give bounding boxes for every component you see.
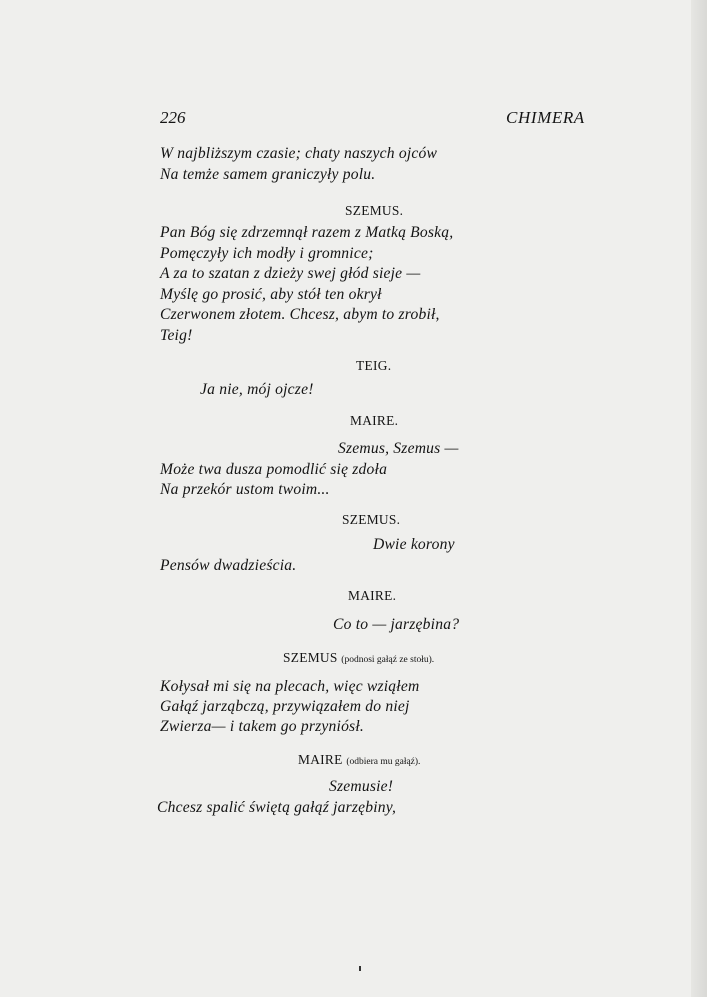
verse-line: Gałąź jarząbczą, przywiązałem do niej [160, 698, 410, 715]
speaker-heading: SZEMUS. [345, 203, 404, 218]
verse-line: W najbliższym czasie; chaty naszych ojców [160, 145, 438, 162]
speaker-name: MAIRE [298, 752, 343, 767]
verse-line: Czerwonem złotem. Chcesz, abym to zrobił, [160, 306, 440, 323]
speaker-heading: TEIG. [356, 358, 392, 373]
verse-line: Kołysał mi się na plecach, więc wziąłem [160, 678, 420, 695]
verse-line: Szemusie! [329, 778, 394, 795]
verse-line: A za to szatan z dzieży swej głód sieje — [160, 265, 421, 282]
page-edge-shadow [691, 0, 707, 997]
speaker-heading: SZEMUS. [342, 512, 401, 527]
speaker-heading [283, 650, 434, 666]
verse-line: Pensów dwadzieścia. [160, 557, 297, 574]
stage-direction: (odbiera mu gałąź). [346, 757, 421, 767]
verse-line: Pan Bóg się zdrzemnął razem z Matką Boską, [160, 224, 454, 241]
verse-line: Na temże samem graniczyły polu. [160, 166, 376, 183]
verse-line: Pomęczyły ich modły i gromnice; [160, 245, 374, 262]
speaker-name: SZEMUS [283, 650, 338, 665]
verse-line: Teig! [160, 327, 193, 344]
verse-line: Dwie korony [373, 536, 455, 553]
verse-line: Zwierza— i takem go przyniósł. [160, 718, 364, 735]
verse-line: Myślę go prosić, aby stół ten okrył [160, 286, 382, 303]
verse-line: Ja nie, mój ojcze! [200, 381, 314, 398]
verse-line: Co to — jarzębina? [333, 616, 460, 633]
ink-speck [359, 966, 361, 971]
speaker-heading [298, 752, 420, 768]
verse-line: Szemus, Szemus — [338, 440, 459, 457]
speaker-heading: MAIRE. [348, 588, 397, 603]
speaker-heading: MAIRE. [350, 413, 399, 428]
verse-line: Na przekór ustom twoim... [160, 481, 330, 498]
stage-direction: (podnosi gałąź ze stołu). [341, 655, 435, 665]
verse-line: Może twa dusza pomodlić się zdoła [160, 461, 388, 478]
running-title: CHIMERA [506, 108, 585, 127]
page-number: 226 [160, 108, 186, 127]
verse-line: Chcesz spalić świętą gałąź jarzębiny, [157, 799, 397, 816]
